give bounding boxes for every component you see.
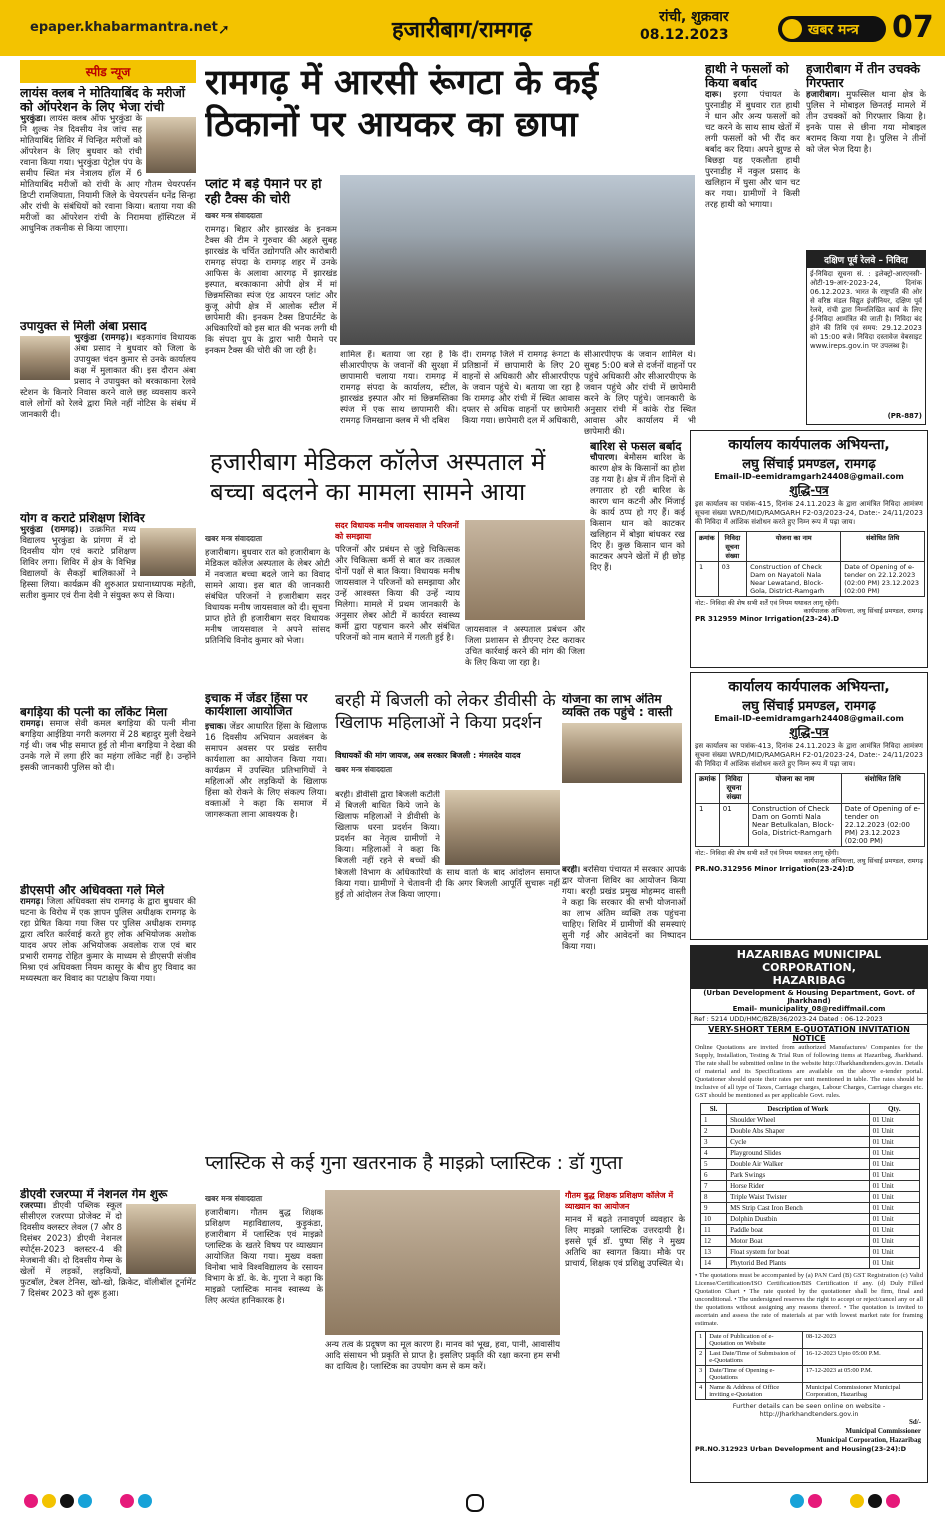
hmc-dates-table [695,1331,923,1400]
td: Horse Rider [727,1181,870,1192]
brief-headline: हजारीबाग में तीन उचक्के गिरफ्तार [806,62,920,90]
td: 01 Unit [869,1236,919,1247]
headline-text: प्लास्टिक से कई गुना खतरनाक है माइक्रो प्लास्टिक : डॉ गुप्ता [205,1152,623,1174]
notice-sign: कार्यपालक अभियन्ता, लघु सिंचाई प्रमण्डल, रामगढ़ [803,857,923,865]
brief-headline: योग व कराटे प्रशिक्षण शिविर [20,512,145,525]
td: MS Strip Cast Iron Bench [727,1203,870,1214]
plastic-col-1 [205,1190,323,1478]
td: Last Date/Time of Submission of e-Quotations [706,1349,803,1366]
byline: खबर मन्त्र संवाददाता [205,1194,263,1203]
table-row [696,1366,923,1383]
notice-org: कार्यालय कार्यपालक अभियन्ता, [728,437,890,453]
brief-rain-crop [590,440,685,690]
article-barhi-headline [335,690,560,750]
photo-caption: जायसवाल ने अस्पताल प्रबंधन और जिला प्रशासन से डीएनए टेस्ट कराकर उचित कार्रवाई करने की मांग की जिला के लिए किया जा रहा है। [465,625,585,668]
plastic-photo [325,1190,560,1335]
td: 3 [701,1137,727,1148]
corrigendum-table [695,773,925,847]
th: Sl. [701,1104,727,1115]
brief-headline: योजना का लाभ अंतिम व्यक्ति तक पहुंचे : वास्ती [562,693,673,720]
td: Phytorid Bed Plants [727,1258,870,1269]
brief-dsp-advocates [20,884,196,1184]
td: 11 [701,1225,727,1236]
deck: विधायकों की मांग जायज, अब सरकार बिजली : मंगलदेव यादव [335,751,521,760]
article-microplastic-headline [205,1148,685,1184]
td: Float system for boat [727,1247,870,1258]
td: 01 Unit [869,1126,919,1137]
td: 1 [696,1332,706,1349]
lead-subhead: प्लांट में बड़े पैमाने पर हो रही टैक्स की चोरी [205,178,322,207]
brief-elephant [705,62,800,430]
article-medical-college-headline [210,447,590,527]
minor-irrigation-corrigendum-1 [690,430,928,668]
lead-body-4: सीआरपीएफ के जवान शामिल थे। सुबह 5:00 बजे से दर्जनों वाहनों पर पहुंचे अधिकारी और सीआरपीएफ के जवान पहुंचे और रांची में छापेमारी करने के लिए पहुंचे। जानकारी के अनुसार रांची में कांके रोड स्थित आवास और कार्यालय में भी छापेमारी की। [584,350,696,437]
speed-news-kicker: स्पीड न्यूज [20,60,196,83]
table-row [701,1148,920,1159]
notice-title: शुद्धि-पत्र [789,725,829,739]
dateline: रजरप्पा। [20,1201,47,1212]
td: 01 Unit [869,1258,919,1269]
table-row [701,1137,920,1148]
td: Dolphin Dustbin [727,1214,870,1225]
brief-body: बड़कागांव विधायक अंबा प्रसाद ने बुधवार को जिला के उपायुक्त चंदन कुमार से उनके कार्यालय कक्ष में मुलाकात की। इस दौरान अंबा प्रसाद ने उपायुक्त को बरकाकाना रेलवे स्टेशन के किनारे निवास करने वाले छह व्यवसाय करने वाले लोगों को रेलवे द्वारा मिले नहीं नोटिस के संबंध में जानकारी दी। [20,333,196,421]
dateline: दारू। [705,90,722,100]
notice-email: Email-ID-eemidramgarh24408@gmail.com [714,472,904,481]
th: निविदा सूचना संख्या [719,774,748,804]
td: 01 Unit [869,1170,919,1181]
td: Name & Address of Office inviting e-Quotation [706,1383,803,1400]
brief-body: मुफस्सिल थाना क्षेत्र के पुलिस ने मोबाइल छिनतई मामले में तीन उचक्कों को गिरफ्तार किया है। इनके पास से छीना गया मोबाइल बरामद किया गया है। पुलिस ने तीनों को जेल भेज दिया है। [806,90,926,155]
notice-body: इस कार्यालय का पत्रांक-413, दिनांक 24.11.2023 के द्वारा आमंत्रित निविदा आमंत्रण सूचना संख्या WRD/MID/RAMGARH F2-01/2023-24, Date:- 24/11/2023 की निविदा में आंशिक संशोधन करते हुए निम्न रूप में पढ़ा जाय। [695,742,923,768]
dateline: इचाक। [205,721,227,732]
newspaper-logo [778,16,886,42]
color-dot [24,1494,38,1508]
brief-headline: लायंस क्लब ने मोतियाबिंद के मरीजों को ऑपरेशन के लिए भेजा रांची [20,86,186,114]
barhi-photo [445,790,560,865]
td: 01 Unit [869,1214,919,1225]
td: 5 [701,1159,727,1170]
lead-headline [205,62,695,150]
brief-photo [146,117,196,173]
brief-headline: डीएवी रजरप्पा में नेशनल गेम शुरू [20,1188,168,1201]
table-row [701,1170,920,1181]
byline: खबर मन्त्र संवाददाता [335,765,393,774]
table-row [701,1115,920,1126]
brief-body: लायंस क्लब ऑफ भुरकुंडा के नि शुल्क नेत्र दिवसीय नेत्र जांच सह मोतियाबिंद शिविर में चिन्हित मरीजों को ऑपरेशन के लिए बुधवार को रांची रवाना किया गया। भुरकुंडा पेट्रोल पंप के समीप स्थित मंत्र नेत्रालय हॉल में 6 मोतियाबिंद मरीजों को रांची के आए गौतम चेयरपर्सन डिप्टी रामजियाता, नियामी जिले के चेयरपर्सन धनेंद्र सिन्हा और रांची के संबंधियों को रवाना किया। बताया गया की मरीजों का ऑपरेशन रांची के निरामया हॉस्पिटल में आधुनिक तकनीक से किया जाएगा। [20,114,196,234]
td: 01 Unit [869,1137,919,1148]
td: 4 [696,1383,706,1400]
date-block [640,8,729,44]
td: 08-12-2023 [802,1332,922,1349]
color-dot [78,1494,92,1508]
th: निविदा सूचना संख्या [718,532,747,562]
dateline: रामगढ़। [20,897,44,908]
dateline: रामगढ़। [20,719,44,730]
brief-amba-prasad [20,320,196,508]
hmc-pr: PR.NO.312923 Urban Development and Housing(23-24):D [695,1445,907,1453]
article-body: परिजनों और प्रबंधन से जुड़े चिकित्सक और चिकित्सा कर्मी से बात कर तत्काल दोनों पक्षों से बात किया। विधायक मनीष जायसवाल ने परिजनों को समझाया और उन्हें आश्वस्त किया की उन्हें न्याय मिलेगा। मामले में प्रथम जानकारी के अनुसार लेबर ओटी में कार्यरत स्वास्थ्य कर्मी द्वारा पहचान करने और संबंधित परिजनों को नाम बताने में गलती हुई है। [335,545,460,643]
brief-headline: डीएसपी और अधिवक्ता गले मिले [20,884,165,897]
article-body: अन्य तत्व के प्रदूषण का मूल कारण है। मानव को भूख, हवा, पानी, आवासीय आदि संसाधन भी प्रकृति से प्राप्त है। इसलिए प्रकृति की रक्षा करना हम सभी का दायित्व है। प्लास्टिक का उपयोग कम से कम करें। [325,1340,560,1372]
corrigendum-table [695,531,925,597]
brief-body: डीएवी पब्लिक स्कूल सीसीएल रजरप्पा प्रोजेक्ट में दो दिवसीय क्लस्टर लेवल (7 और 8 दिसंबर 2023) डीएवी नेशनल स्पोर्ट्स-2023 क्लस्टर-4 की मेजबानी की। दो दिवसीय गेम्स के खेलों में लड़कों, लड़कियों, फुटबॉल, टेबल टेनिस, खो-खो, क्रिकेट, वॉलीबॉल टूर्नामेंट 7 दिसंबर 2023 को शुरू हुआ। [20,1201,196,1300]
byline: खबर मन्त्र संवाददाता [205,534,263,543]
notice-org-sub: लघु सिंचाई प्रमण्डल, रामगढ़ [742,457,876,472]
table-row [701,1258,920,1269]
lead-body-1: रामगढ़। बिहार और झारखंड के इनकम टैक्स की टीम ने गुरुवार की अहले सुबह झारखंड के चर्चित उद्योगपति और कारोबारी रामगढ़ संपदा के रामगढ़ शहर में उनके आफिस के अलावा आरगढ़ में झारखंड इस्पात, बरकाकाना ओपी क्षेत्र में मां छिन्नमस्तिका स्पंज एंड आयरन प्लांट और कुजू ओपी क्षेत्र में आलोक स्टील में छापेमारी की। इनकम टैक्स डिपार्टमेंट के अधिकारियों को इस बात की भनक लगी थी कि संपदा ग्रुप के द्वारा भारी पैमाने पर इनकम टैक्स की चोरी की जा रही है। [205,225,337,357]
brief-yoga-karate [20,512,196,702]
brief-body: जेंडर आधारित हिंसा के खिलाफ 16 दिवसीय अभियान अवलंबन के समापन अवसर पर प्रखंड स्तरीय कार्यशाला का आयोजन किया गया। कार्यक्रम में उपस्थित प्रतिभागियों ने महिलाओं और लड़कियों के खिलाफ हिंसा को रोकने के लिए संकल्प लिया। वक्ताओं ने कहा कि समाज में जागरूकता लाना आवश्यक है। [205,721,327,820]
headline-text: हजारीबाग मेडिकल कॉलेज अस्पताल में बच्चा बदलने का मामला सामने आया [210,448,546,506]
color-dot [60,1494,74,1508]
brief-body: इरगा पंचायत के पुरनाडीह में बुधवार रात हाथी ने धान और अन्य फसलों को चट करने के साथ साथ खेतों में लगी फसलों को भी रौंद कर बर्बाद कर दिया। अपने झुण्ड से बिछड़ा यह एकलौता हाथी पुरनाडीह में नकुल प्रसाद के खलिहान में घुसा और धान चट कर गया। ग्रामीणों ने किसी तरह हाथी को भगाया। [705,90,800,210]
registration-crosshair-icon [466,1494,484,1512]
td: Motor Boat [727,1236,870,1247]
td: 17-12-2023 at 05:00 P.M. [802,1366,922,1383]
brief-bagaria-locket [20,706,196,880]
barhi-photo-row [335,790,560,865]
notice-pr: PR.NO.312956 Minor Irrigation(23-24):D [695,865,854,873]
brief-dav-national-game [20,1188,196,1480]
color-dot [120,1494,134,1508]
tender-body: ई-निविदा सूचना सं. : इलेक्ट्रो-आरएनसी-ओटी-19-आर-2023-24, दिनांक 06.12.2023. भारत के राष्ट्रपति की ओर से वरिष्ठ मंडल विद्युत इंजीनियर, दक्षिण पूर्व रेलवे, रांची द्वारा निम्नलिखित कार्य के लिए ई-निविदा आमंत्रित की जाती है। निविदा बंद होने की तिथि एवं समय: 29.12.2023 को 15:00 बजे। निविदा दस्तावेज वेबसाइट www.ireps.gov.in पर उपलब्ध है। [810,270,922,350]
table-row [701,1214,920,1225]
th: संशोधित तिथि [841,774,924,804]
td: 1 [701,1115,727,1126]
hmc-sign-org: Municipal Corporation, Hazaribag [816,1436,921,1444]
color-dot [868,1494,882,1508]
td: Construction of Check Dam on Gomti Nala Near Betulkalan, Block-Gola, District-Ramgarh [749,804,842,847]
lead-body-2: शामिल हैं। बताया जा रहा है कि सीआरपीएफ के जवानों की सुरक्षा में छापामारी चलाया गया। रामगढ़ में रामगढ़ संपदा के कार्यालय, स्टील, झारखंड इस्पात और मां छिन्नमस्तिका स्पंज में एक साथ छापामारी की। रामगढ़ जिमखाना क्लब में भी दबिश [340,350,458,426]
headline-text: बरही में बिजली को लेकर डीवीसी के खिलाफ महिलाओं ने किया प्रदर्शन [335,691,556,733]
brief-headline: बगड़िया की पत्नी का लॉकेट मिला [20,706,168,719]
pull-quote: गौतम बुद्ध शिक्षक प्रशिक्षण कॉलेज में व्याख्यान का आयोजन [565,1191,674,1211]
dateline: बरही। [562,865,581,875]
brief-lions-club [20,86,196,318]
lead-photo-building [340,175,695,345]
hmc-terms: • The quotations must be accompanied by (a) PAN Card (B) GST Registration (c) Valid License/Certification/ISO Certification/BIS Certification if any. (d) Duly Filled Quotation Chart • The rate quoted by the quotationer shall be firm, final and unconditional. • The undersigned reserves the right to accept or reject/cancel any or all the quotations without assigning any reasons thereof. • The quotation is invited to ascertain and assess the rate of materials at par with lowest market rate for framing estimate. [695,1272,923,1327]
notice-foot: नोट:- निविदा की शेष सभी शर्तें एवं नियम यथावत लागू रहेंगी। [695,849,839,857]
td: Triple Waist Twister [727,1192,870,1203]
article-body: बिजली विभाग के अधिकारियों के साथ वार्ता के बाद आंदोलन समाप्त किया गया। ग्रामीणों ने चेतावनी दी कि अगर बिजली आपूर्ति सुचारू नहीं हुई तो आंदोलन तेज किया जाएगा। [335,868,560,900]
color-dot [138,1494,152,1508]
table-row [696,1383,923,1400]
hmc-title: HAZARIBAG MUNICIPAL CORPORATION, [736,948,882,974]
table-row [701,1236,920,1247]
td: 8 [701,1192,727,1203]
medical-photo [465,520,585,620]
notice-foot: नोट:- निविदा की शेष सभी शर्तें एवं नियम यथावत लागू रहेंगी। [695,599,839,607]
brief-scheme-benefit [562,693,686,863]
color-dot [790,1494,804,1508]
table-row [701,1159,920,1170]
cursor-icon: ➚ [218,22,230,38]
masthead [0,0,945,56]
hmc-items-table [700,1103,920,1269]
medical-col-2 [335,520,460,692]
td: 01 Unit [869,1148,919,1159]
page-number: 07 [892,10,934,45]
th: क्रमांक [696,774,720,804]
td: 01 Unit [869,1115,919,1126]
td: Cycle [727,1137,870,1148]
notice-title: शुद्धि-पत्र [789,483,829,497]
th: योजना का नाम [749,774,842,804]
hmc-sign: Sd/- [908,1418,921,1426]
article-barhi-deck [335,750,560,785]
td: Double Air Walker [727,1159,870,1170]
td: Date of Opening of e-tender on 22.12.2023 (02:00 PM) 23.12.2023 (02:00 PM) [841,804,924,847]
td: 1 [696,804,720,847]
hmc-intro: Online Quotations are invited from authorized Manufactures/ Companies for the Supply, Installation, Testing & Trial Run of following items at Hazaribag, Jharkhand. The rate shall be submitted online in the website http://Jharkhandtenders.gov.in. Details of material and its Specifications are available on the above e-tender portal. Quotationer should quote their rates per unit mentioned in table. The rates should be inclusive of all type of Taxes, Carriage charges, Labour Charges, Carriage charges etc. GST should be mentioned as per applicable Govt. rules. [695,1044,923,1099]
notice-sign: कार्यपालक अभियन्ता, लघु सिंचाई प्रमण्डल, रामगढ़ [803,607,923,615]
td: 3 [696,1366,706,1383]
color-dot [886,1494,900,1508]
brief-body: बरसिया पंचायत में सरकार आपके द्वार योजना शिविर का आयोजन किया गया। बरही प्रखंड प्रमुख मोहम्मद वास्ती ने कहा कि सरकार की सभी योजनाओं का लाभ अंतिम व्यक्ति तक पहुंचना चाहिए। शिविर में ग्रामीणों की समस्याएं सुनी गईं और आवेदनों का निष्पादन किया गया। [562,865,686,952]
city-day: रांची, शुक्रवार [659,9,729,25]
th: Description of Work [727,1104,870,1115]
td: Construction of Check Dam on Nayatoli Nala Near Lewatand, Block-Gola, District-Ramgarh [747,562,841,597]
lead-byline: खबर मन्त्र संवाददाता [205,211,263,221]
minor-irrigation-corrigendum-2 [690,672,928,940]
registration-marks [0,1490,945,1514]
logo-text: खबर मन्त्र [808,22,859,38]
td: Municipal Commissioner Municipal Corporation, Hazaribag [802,1383,922,1400]
notice-body: इस कार्यालय का पत्रांक-415, दिनांक 24.11.2023 के द्वारा आमंत्रित निविदा आमंत्रण सूचना संख्या WRD/MID/RAMGARH F2-03/2023-24, Date:- 24/11/2023 की निविदा में आंशिक संशोधन करते हुए निम्न रूप में पढ़ा जाय। [695,500,923,526]
brief-photo [140,528,196,576]
lead-headline-text: रामगढ़ में आरसी रूंगटा के कई ठिकानों पर आयकर का छापा [205,63,598,145]
table-row [701,1181,920,1192]
th: Qty. [869,1104,919,1115]
dateline: हजारीबाग। [806,90,840,100]
th: संशोधित तिथि [841,532,925,562]
pull-quote: सदर विधायक मनीष जायसवाल ने परिजनों को समझाया [335,521,459,541]
medical-caption-box [465,625,585,690]
brief-three-arrested [806,62,926,247]
td: 01 Unit [869,1192,919,1203]
td: Playground Slides [727,1148,870,1159]
table-row [696,1349,923,1366]
color-dot [42,1494,56,1508]
td: Date/Time of Opening e-Quotations [706,1366,803,1383]
td: Shoulder Wheel [727,1115,870,1126]
brief-body: जिला अधिवक्ता संघ रामगढ़ के द्वारा बुधवार की घटना के विरोध में एक ज्ञापन पुलिस अधीक्षक रामगढ़ के रहा प्रेषित किया गया जिस पर पुलिस अधीक्षक रामगढ़ द्वारा त्वरित कार्रवाई करते हुए लोक अभियोजक अशोक यादव अपर लोक अभियोजक अवलोक राज एवं बार प्रभारी रामगढ़ रोहित कुमार के माध्यम से डीएसपी संजीव मिश्रा एवं अधिवक्ता नियम कासूर के बीच हुए विवाद का मध्यस्थता कर विवाद का पटाक्षेप किया गया। [20,897,196,985]
color-dot [808,1494,822,1508]
dateline: भुरकुंडा (रामगढ़)। [20,525,82,536]
notice-pr: PR 312959 Minor Irrigation(23-24).D [695,615,840,623]
table-row [701,1247,920,1258]
logo-emblem-icon [782,19,802,39]
article-body: मानव में बढ़ते तनावपूर्ण व्यवहार के लिए माइक्रो प्लास्टिक उत्तरदायी है। इससे पूर्व डॉ. पुष्पा सिंह ने मुख्य अतिथि का स्वागत किया। मौके पर प्राचार्य, शिक्षक एवं प्रशिक्षु उपस्थित थे। [565,1215,685,1269]
td: 1 [696,562,719,597]
td: 01 [719,804,748,847]
td: 01 Unit [869,1225,919,1236]
brief-headline: उपायुक्त से मिली अंबा प्रसाद [20,320,147,333]
brief-headline: इचाक में जेंडर हिंसा पर कार्यशाला आयोजित [205,692,308,719]
th: योजना का नाम [747,532,841,562]
td: 01 Unit [869,1159,919,1170]
td: 4 [701,1148,727,1159]
hmc-notice-title: VERY-SHORT TERM E-QUOTATION INVITATION NOTICE [708,1025,910,1043]
notice-email: Email-ID-eemidramgarh24408@gmail.com [714,714,904,723]
td: 03 [718,562,747,597]
brief-body: उत्क्रमित मध्य विद्यालय भुरकुंडा के प्रांगण में दो दिवसीय योग एवं कराटे प्रशिक्षण शिविर लगा। शिविर में क्षेत्र के विभिन्न विद्यालयों के सैकड़ों बालिकाओं ने हिस्सा लिया। कार्यक्रम की शुरुआत प्रधानाध्यापक महेती, सतीश कुमार एवं रीना देवी ने संयुक्त रूप से किया। [20,525,196,602]
article-ichak [205,692,327,1142]
td: Paddle boat [727,1225,870,1236]
td: 10 [701,1214,727,1225]
hmc-further: Further details can be seen online on website - http://Jharkhandtenders.gov.in [732,1402,886,1418]
dateline: भुरकुंडा। [20,114,46,124]
hmc-ref: Ref : 5214 UDD/HMC/BZB/36/2023-24 Dated : 06-12-2023 [691,1013,927,1025]
dateline: भुरकुंडा (रामगढ़)। [74,333,133,344]
td: Double Abs Shaper [727,1126,870,1137]
brief-scheme-body [562,865,686,1140]
barhi-body [335,868,560,1140]
td: 6 [701,1170,727,1181]
td: 14 [701,1258,727,1269]
table-row [701,1203,920,1214]
table-row [696,804,925,847]
hmc-sign-title: Municipal Commissioner [845,1427,921,1435]
article-body: हजारीबाग। गौतम बुद्ध शिक्षक प्रशिक्षण महाविद्यालय, कुड़ुकंडा, हजारीबाग में प्लास्टिक एवं माइक्रो प्लास्टिक के खतरे विषय पर व्याख्यान आयोजित किया गया। मुख्य वक्ता विनोबा भावे विश्वविद्यालय के रसायन विभाग के डॉ. के. के. गुप्ता ने कहा कि माइक्रो प्लास्टिक मानव स्वास्थ्य के लिए अत्यंत हानिकारक है। [205,1208,323,1306]
article-body: हजारीबाग। बुधवार रात को हजारीबाग के मेडिकल कॉलेज अस्पताल के लेबर ओटी में नवजात बच्चा बदले जाने का विवाद सामने आया। इस बात की जानकारी संबंधित परिजनों ने हजारीबाग सदर विधायक मनीष जायसवाल को दी। सूचना प्राप्त होते ही हजारीबाग सदर विधायक मनीष जायसवाल ने अपने सांसद प्रतिनिधि विनोद कुमार को भेजा। [205,548,330,646]
td: 2 [701,1126,727,1137]
lead-body-3: दी। रामगढ़ जिले में रामगढ़ रूंगटा के प्रतिष्ठानों में छापामारी के लिए 20 वाहनों से अधिकारी और सीआरपीएफ के जवान पहुंचे थे। बताया जा रहा है कि रामगढ़ और रांची में स्थित आवास दफ्तर से अधिक वाहनों पर छापेमारी किया गया। छापेमारी दल में अधिकारी, [462,350,580,426]
table-row [696,562,925,597]
hmc-e-quotation-notice [690,945,928,1483]
section-title: हजारीबाग/रामगढ़ [392,18,532,43]
table-row [701,1126,920,1137]
article-body: बरही। डीवीसी द्वारा बिजली कटौती में बिजली बाधित किये जाने के खिलाफ महिलाओं ने डीवीसी के खिलाफ धरना प्रदर्शन किया। प्रदर्शन का नेतृत्व ग्रामीणों ने किया। महिलाओं ने कहा कि बिजली नहीं रहने से बच्चों की [335,790,440,865]
td: 01 Unit [869,1181,919,1192]
brief-photo [20,336,70,380]
td: 01 Unit [869,1247,919,1258]
railway-tender-ad [806,250,926,425]
left-column [20,60,196,1480]
td: 7 [701,1181,727,1192]
notice-org-sub: लघु सिंचाई प्रमण्डल, रामगढ़ [742,699,876,714]
brief-headline: बारिश से फसल बर्बाद [590,440,682,453]
td: 2 [696,1349,706,1366]
tender-ref: (PR-887) [887,412,922,420]
brief-photo [126,1204,196,1274]
color-dot [850,1494,864,1508]
medical-col-1 [205,530,330,692]
hmc-dept: (Urban Development & Housing Department, Govt. of Jharkhand) [703,989,915,1005]
notice-org: कार्यालय कार्यपालक अभियन्ता, [728,679,890,695]
hmc-title-city: HAZARIBAG [772,974,846,987]
issue-date: 08.12.2023 [640,27,729,43]
td: Date of Opening of e-tender on 22.12.2023 (02:00 PM) 23.12.2023 (02:00 PM) [841,562,925,597]
brief-photo [562,723,682,783]
hmc-email: Email- municipality_08@rediffmail.com [732,1005,886,1013]
td: 01 Unit [869,1203,919,1214]
table-row [701,1192,920,1203]
td: 12 [701,1236,727,1247]
td: 13 [701,1247,727,1258]
td: 16-12-2023 Upto 05:00 P.M. [802,1349,922,1366]
td: Park Swings [727,1170,870,1181]
brief-body: समाज सेवी कमल बगड़िया की पत्नी मीना बगड़िया आईडिया नगरी कलगरा में 28 बहादुर मुली देखने गई थी। जब भीड़ समाप्त हुई तो मीना बगड़िया ने देखा की उनके गले में लगा हीरे का महंगा लॉकेट नहीं है। उन्होंने इसकी जानकारी पुलिस को दी। [20,719,196,774]
brief-body: बेमौसम बारिश के कारण क्षेत्र के किसानों का होश उड़ गया है। क्षेत्र में तीन दिनों से लगातार हो रही बारिश के कारण धान कटनी और मिंजाई के कार्य ठप्प हो गए हैं। कई किसान धान को काटकर खलिहान में बोझा बांधकर रख दिए हैं। कुछ किसान धान को काटकर अपने खेतों में ही छोड़ दिए हैं। [590,452,685,573]
table-row [701,1225,920,1236]
table-row [696,1332,923,1349]
th: क्रमांक [696,532,719,562]
site-url[interactable]: epaper.khabarmantra.net [30,20,218,35]
plastic-col-2 [325,1340,560,1478]
td: 9 [701,1203,727,1214]
td: Date of Publication of e-Quotation on Website [706,1332,803,1349]
plastic-col-3 [565,1190,685,1478]
brief-headline: हाथी ने फसलों को किया बर्बाद [705,62,789,90]
dateline: चौपारण। [590,452,618,463]
tender-title: दक्षिण पूर्व रेलवे – निविदा [807,251,925,268]
